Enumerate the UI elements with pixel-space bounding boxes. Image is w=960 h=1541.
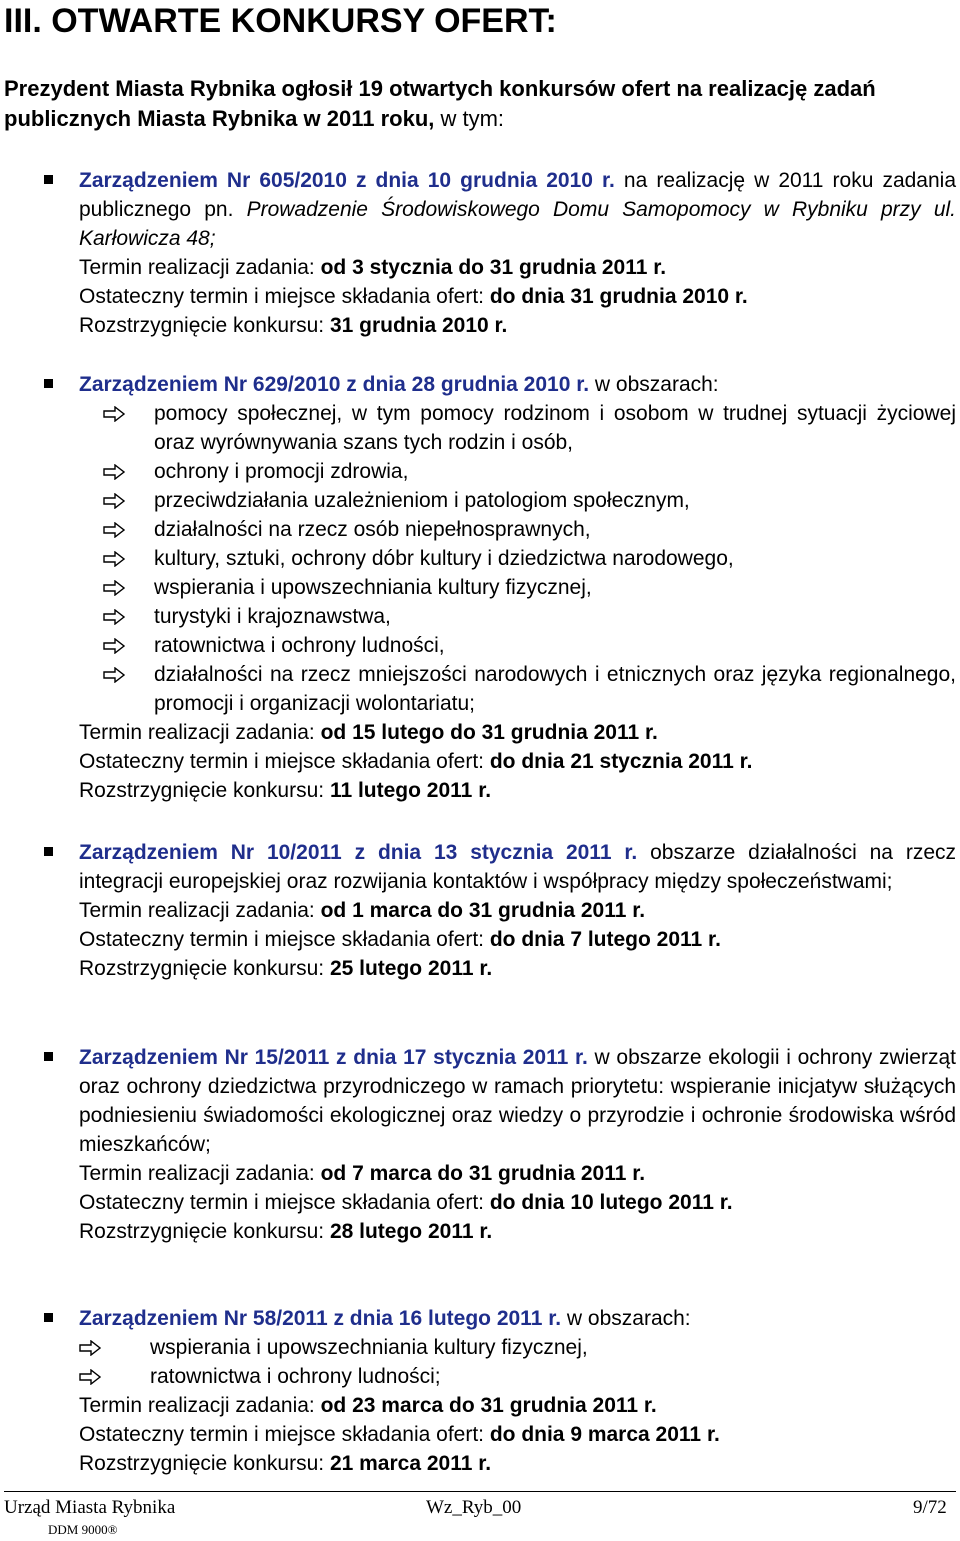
list-item-text: wspierania i upowszechniania kultury fizycznej,: [154, 576, 592, 599]
list-item: [0, 1362, 956, 1391]
section-2-lead: [79, 370, 956, 399]
ostateczny-label: Ostateczny termin i miejsce składania ofert:: [79, 1191, 490, 1214]
ostateczny-line: [79, 925, 956, 954]
ostateczny-label: Ostateczny termin i miejsce składania ofert:: [79, 1423, 490, 1446]
square-bullet-icon: [44, 379, 53, 388]
hollow-right-arrow-icon: [79, 1340, 101, 1356]
list-item-text: przeciwdziałania uzależnieniom i patologiom społecznym,: [154, 489, 690, 512]
hollow-right-arrow-icon: [79, 1369, 101, 1385]
rozstrzygniecie-line: [79, 776, 956, 805]
rozstrzygniecie-label: Rozstrzygnięcie konkursu:: [79, 779, 330, 802]
intro-bold: Prezydent Miasta Rybnika ogłosił 19 otwartych konkursów ofert na realizację zadań publicznych Miasta Rybnika w 2011 roku,: [4, 76, 876, 131]
section-5-lead: [79, 1304, 956, 1333]
section-4-lead: [79, 1043, 956, 1159]
ostateczny-label: Ostateczny termin i miejsce składania ofert:: [79, 928, 490, 951]
section-1-body: [79, 166, 956, 340]
square-bullet-icon: [44, 847, 53, 856]
section-text-italic: Prowadzenie Środowiskowego Domu Samopomocy w Rybniku przy ul. Karłowicza 48;: [79, 198, 956, 250]
intro-rest: w tym:: [434, 106, 505, 131]
section-3-body: [79, 838, 956, 983]
section-text: w obszarach:: [561, 1307, 691, 1330]
section-4-body: [79, 1043, 956, 1246]
list-item-text: działalności na rzecz osób niepełnosprawnych,: [154, 518, 591, 541]
list-item-text: wspierania i upowszechniania kultury fizycznej,: [150, 1336, 588, 1359]
list-item-text: ratownictwa i ochrony ludności;: [150, 1365, 441, 1388]
ostateczny-value: do dnia 9 marca 2011 r.: [489, 1423, 720, 1446]
ostateczny-value: do dnia 21 stycznia 2011 r.: [489, 750, 753, 773]
section-heading: Zarządzeniem Nr 605/2010 z dnia 10 grudnia 2010 r.: [79, 169, 615, 192]
termin-label: Termin realizacji zadania:: [79, 256, 321, 279]
termin-line: [79, 1159, 956, 1188]
hollow-right-arrow-icon: [103, 464, 125, 480]
section-5-body: [79, 1304, 956, 1478]
hollow-right-arrow-icon: [103, 406, 125, 422]
list-item: [0, 631, 956, 660]
page-title: III. OTWARTE KONKURSY OFERT:: [4, 2, 557, 40]
rozstrzygniecie-label: Rozstrzygnięcie konkursu:: [79, 314, 330, 337]
list-item: [0, 1333, 956, 1362]
termin-value: od 23 marca do 31 grudnia 2011 r.: [320, 1394, 657, 1417]
section-heading: Zarządzeniem Nr 58/2011 z dnia 16 lutego 2011 r.: [79, 1307, 562, 1330]
rozstrzygniecie-label: Rozstrzygnięcie konkursu:: [79, 1452, 330, 1475]
list-item: [0, 602, 956, 631]
list-item-text: pomocy społecznej, w tym pomocy rodzinom i osobom w trudnej sytuacji życiowej oraz wyrównywania szans tych rodzin i osób,: [154, 402, 956, 454]
footer-page-number: 9/72: [913, 1497, 947, 1518]
ostateczny-label: Ostateczny termin i miejsce składania ofert:: [79, 750, 490, 773]
rozstrzygniecie-label: Rozstrzygnięcie konkursu:: [79, 1220, 330, 1243]
rozstrzygniecie-line: [79, 311, 956, 340]
termin-line: [79, 896, 956, 925]
section-heading: Zarządzeniem Nr 15/2011 z dnia 17 stycznia 2011 r.: [79, 1046, 588, 1069]
hollow-right-arrow-icon: [103, 551, 125, 567]
square-bullet-icon: [44, 175, 53, 184]
termin-line: [79, 718, 956, 747]
termin-line: [79, 253, 956, 282]
termin-value: od 3 stycznia do 31 grudnia 2011 r.: [320, 256, 667, 279]
list-item-text: ratownictwa i ochrony ludności,: [154, 634, 445, 657]
area-list: [79, 399, 956, 718]
ostateczny-value: do dnia 31 grudnia 2010 r.: [489, 285, 748, 308]
section-2-body: [79, 370, 956, 805]
list-item-text: działalności na rzecz mniejszości narodowych i etnicznych oraz języka regionalnego, promocji i organizacji wolontariatu;: [154, 663, 956, 715]
section-heading: Zarządzeniem Nr 10/2011 z dnia 13 stycznia 2011 r.: [79, 841, 638, 864]
rozstrzygniecie-value: 28 lutego 2011 r.: [329, 1220, 493, 1243]
rozstrzygniecie-label: Rozstrzygnięcie konkursu:: [79, 957, 330, 980]
hollow-right-arrow-icon: [103, 638, 125, 654]
list-item-text: kultury, sztuki, ochrony dóbr kultury i dziedzictwa narodowego,: [154, 547, 734, 570]
list-item: [0, 660, 956, 718]
rozstrzygniecie-value: 11 lutego 2011 r.: [329, 779, 492, 802]
list-item: [0, 544, 956, 573]
termin-label: Termin realizacji zadania:: [79, 1162, 321, 1185]
ostateczny-value: do dnia 7 lutego 2011 r.: [489, 928, 721, 951]
footer-left-sub: DDM 9000®: [48, 1522, 118, 1537]
ostateczny-line: [79, 1420, 956, 1449]
section-text: w obszarze ekologii i ochrony zwierząt oraz ochrony dziedzictwa przyrodniczego w ramach priorytetu: wspieranie inicjatyw służących podniesieniu świadomości ekologicznej oraz wiedzy o przyrodzie i ochronie środowiska wśród mieszkańców;: [79, 1046, 956, 1156]
section-1-lead: [79, 166, 956, 253]
termin-label: Termin realizacji zadania:: [79, 721, 321, 744]
list-item: [0, 399, 956, 457]
termin-line: [79, 1391, 956, 1420]
termin-value: od 15 lutego do 31 grudnia 2011 r.: [320, 721, 658, 744]
ostateczny-line: [79, 1188, 956, 1217]
termin-value: od 7 marca do 31 grudnia 2011 r.: [320, 1162, 646, 1185]
list-item: [0, 457, 956, 486]
section-3-lead: [79, 838, 956, 896]
rozstrzygniecie-value: 31 grudnia 2010 r.: [329, 314, 508, 337]
rozstrzygniecie-line: [79, 1217, 956, 1246]
footer-divider: [4, 1491, 956, 1492]
intro-paragraph: [4, 74, 954, 134]
section-text: w obszarach:: [589, 373, 719, 396]
hollow-right-arrow-icon: [103, 667, 125, 683]
ostateczny-value: do dnia 10 lutego 2011 r.: [489, 1191, 733, 1214]
section-heading: Zarządzeniem Nr 629/2010 z dnia 28 grudnia 2010 r.: [79, 373, 590, 396]
rozstrzygniecie-value: 21 marca 2011 r.: [329, 1452, 492, 1475]
footer-center: Wz_Ryb_00: [426, 1497, 522, 1518]
ostateczny-label: Ostateczny termin i miejsce składania ofert:: [79, 285, 490, 308]
rozstrzygniecie-line: [79, 1449, 956, 1478]
list-item: [0, 515, 956, 544]
hollow-right-arrow-icon: [103, 493, 125, 509]
section-text: na realizację w 2011 roku zadania publicznego pn.: [79, 169, 957, 221]
list-item: [0, 573, 956, 602]
ostateczny-line: [79, 282, 956, 311]
area-list: [79, 1333, 956, 1391]
termin-label: Termin realizacji zadania:: [79, 1394, 321, 1417]
rozstrzygniecie-line: [79, 954, 956, 983]
rozstrzygniecie-value: 25 lutego 2011 r.: [329, 957, 493, 980]
list-item-text: turystyki i krajoznawstwa,: [154, 605, 391, 628]
ostateczny-line: [79, 747, 956, 776]
hollow-right-arrow-icon: [103, 609, 125, 625]
list-item-text: ochrony i promocji zdrowia,: [154, 460, 409, 483]
termin-value: od 1 marca do 31 grudnia 2011 r.: [320, 899, 646, 922]
list-item: [0, 486, 956, 515]
hollow-right-arrow-icon: [103, 580, 125, 596]
section-text: obszarze działalności na rzecz integracji europejskiej oraz rozwijania kontaktów i współpracy między społeczeństwami;: [79, 841, 957, 893]
square-bullet-icon: [44, 1052, 53, 1061]
footer-left: Urząd Miasta Rybnika: [4, 1497, 176, 1518]
termin-label: Termin realizacji zadania:: [79, 899, 321, 922]
square-bullet-icon: [44, 1313, 53, 1322]
hollow-right-arrow-icon: [103, 522, 125, 538]
